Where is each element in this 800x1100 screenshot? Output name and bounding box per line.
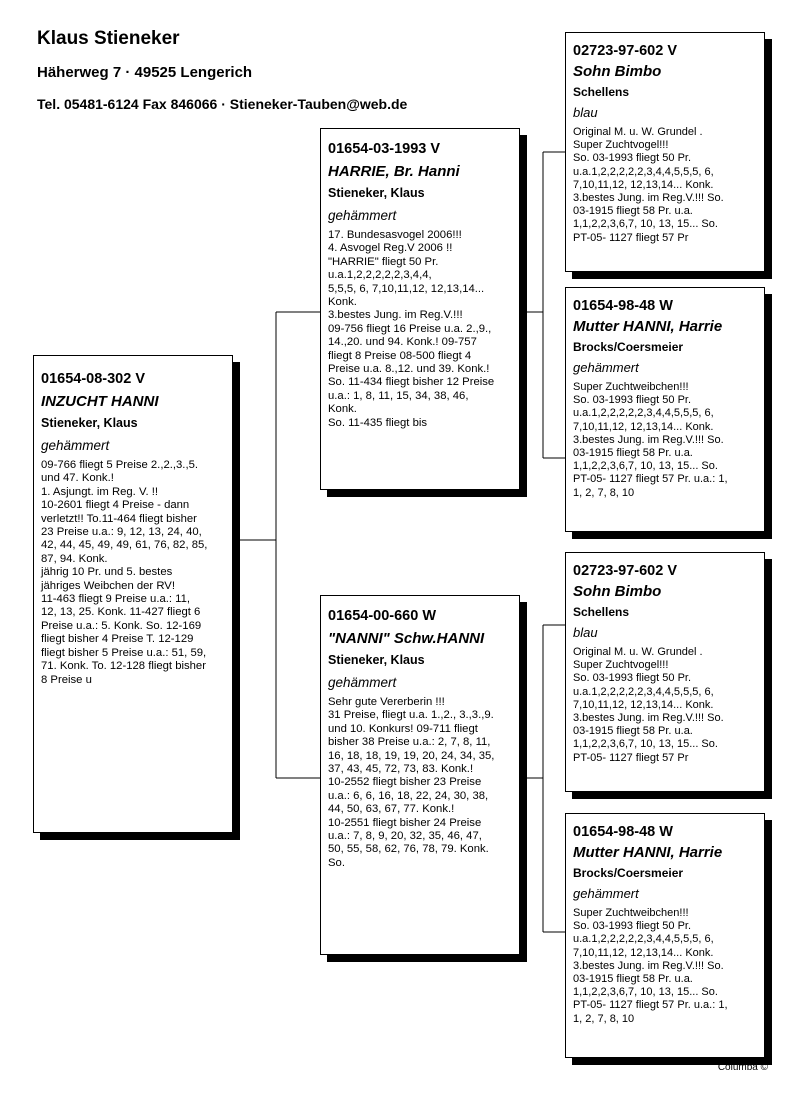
colour-label: blau <box>573 105 598 120</box>
breeder-label: Stieneker, Klaus <box>328 653 425 667</box>
footer-credit: Columba © <box>717 1062 768 1073</box>
colour-label: gehämmert <box>573 886 639 901</box>
maternal-grandmother-card <box>565 813 765 1058</box>
performance-notes: Super Zuchtweibchen!!! So. 03-1993 fliegt 50 Pr. u.a.1,2,2,2,2,2,3,4,4,5,5,5, 6, 7,10,11,12, 12,13,14... Konk. 3.bestes Jung. im Reg.V.!!! So. 03-1915 fliegt 58 Pr. u.a. 1,1,2,2,3,6,7, 10, 13, 15... So. PT-05- 1127 fliegt 57 Pr. u.a.: 1, 1, 2, 7, 8, 10 <box>573 907 728 1025</box>
pigeon-name: Sohn Bimbo <box>573 583 662 600</box>
ring-number: 01654-08-302 V <box>41 371 145 387</box>
mother-card <box>320 595 520 955</box>
colour-label: gehämmert <box>41 438 110 453</box>
pigeon-name: HARRIE, Br. Hanni <box>328 163 460 180</box>
pigeon-name: "NANNI" Schw.HANNI <box>328 630 485 647</box>
breeder-address: Häherweg 7 · 49525 Lengerich <box>37 64 253 81</box>
colour-label: blau <box>573 625 598 640</box>
breeder-label: Stieneker, Klaus <box>328 186 425 200</box>
pigeon-name: INZUCHT HANNI <box>41 393 159 410</box>
ring-number: 02723-97-602 V <box>573 563 677 579</box>
maternal-grandfather-card <box>565 552 765 792</box>
colour-label: gehämmert <box>328 675 397 690</box>
pigeon-card <box>33 355 233 833</box>
breeder-label: Brocks/Coersmeier <box>573 866 684 880</box>
colour-label: gehämmert <box>573 360 639 375</box>
performance-notes: Sehr gute Vererberin !!! 31 Preise, fliegt u.a. 1.,2., 3.,3.,9. und 10. Konkurs! 09-711 fliegt bisher 38 Preise u.a.: 2, 7, 8, 11, 16, 18, 18, 19, 19, 20, 24, 34, 35, 37, 43, 45, 72, 73, 83. Konk.! 10-2552 fliegt bisher 23 Preise u.a.: 6, 6, 16, 18, 22, 24, 30, 38, 44, 50, 63, 67, 77. Konk.! 10-2551 fliegt bisher 24 Preise u.a.: 7, 8, 9, 20, 32, 35, 46, 47, 50, 55, 58, 62, 76, 78, 79. Konk. So. <box>328 696 495 869</box>
connector-father-grandparents <box>520 152 565 458</box>
breeder-label: Schellens <box>573 85 630 99</box>
performance-notes: Super Zuchtweibchen!!! So. 03-1993 fliegt 50 Pr. u.a.1,2,2,2,2,2,3,4,4,5,5,5, 6, 7,10,11,12, 12,13,14... Konk. 3.bestes Jung. im Reg.V.!!! So. 03-1915 fliegt 58 Pr. u.a. 1,1,2,2,3,6,7, 10, 13, 15... So. PT-05- 1127 fliegt 57 Pr. u.a.: 1, 1, 2, 7, 8, 10 <box>573 381 728 499</box>
breeder-contact: Tel. 05481-6124 Fax 846066 · Stieneker-Tauben@web.de <box>37 96 408 112</box>
pigeon-name: Mutter HANNI, Harrie <box>573 844 723 861</box>
performance-notes: 17. Bundesasvogel 2006!!! 4. Asvogel Reg.V 2006 !! "HARRIE" fliegt 50 Pr. u.a.1,2,2,2,2,2,3,4,4, 5,5,5, 6, 7,10,11,12, 12,13,14... Konk. 3.bestes Jung. im Reg.V.!!! 09-756 fliegt 16 Preise u.a. 2.,9., 14.,20. und 94. Konk.! 09-757 fliegt 8 Preise 08-500 fliegt 4 Preise u.a. 8.,12. und 39. Konk.! So. 11-434 fliegt bisher 12 Preise u.a.: 1, 8, 11, 15, 34, 38, 46, Konk. So. 11-435 fliegt bis <box>328 229 495 429</box>
ring-number: 02723-97-602 V <box>573 43 677 59</box>
paternal-grandmother-card <box>565 287 765 532</box>
performance-notes: 09-766 fliegt 5 Preise 2.,2.,3.,5. und 47. Konk.! 1. Asjungt. im Reg. V. !! 10-2601 fliegt 4 Preise - dann verletzt!! To.11-464 fliegt bisher 23 Preise u.a.: 9, 12, 13, 24, 40, 42, 44, 45, 49, 49, 61, 76, 82, 85, 87, 94. Konk. jährig 10 Pr. und 5. bestes jähriges Weibchen der RV! 11-463 fliegt 9 Preise u.a.: 11, 12, 13, 25. Konk. 11-427 fliegt 6 Preise u.a.: 5. Konk. So. 12-169 fliegt bisher 4 Preise T. 12-129 fliegt bisher 5 Preise u.a.: 51, 59, 71. Konk. To. 12-128 fliegt bisher 8 Preise u <box>41 459 208 686</box>
connector-pigeon-parents <box>233 312 320 778</box>
breeder-name: Klaus Stieneker <box>37 28 180 49</box>
ring-number: 01654-03-1993 V <box>328 141 441 157</box>
breeder-label: Schellens <box>573 605 630 619</box>
father-card <box>320 128 520 490</box>
pigeon-name: Sohn Bimbo <box>573 63 662 80</box>
ring-number: 01654-00-660 W <box>328 608 437 624</box>
breeder-label: Brocks/Coersmeier <box>573 340 684 354</box>
ring-number: 01654-98-48 W <box>573 824 673 840</box>
connector-mother-grandparents <box>520 625 565 932</box>
performance-notes: Original M. u. W. Grundel . Super Zuchtvogel!!! So. 03-1993 fliegt 50 Pr. u.a.1,2,2,2,2,2,3,4,4,5,5,5, 6, 7,10,11,12, 12,13,14... Konk. 3.bestes Jung. im Reg.V.!!! So. 03-1915 fliegt 58 Pr. u.a. 1,1,2,2,3,6,7, 10, 13, 15... So. PT-05- 1127 fliegt 57 Pr <box>573 646 724 764</box>
performance-notes: Original M. u. W. Grundel . Super Zuchtvogel!!! So. 03-1993 fliegt 50 Pr. u.a.1,2,2,2,2,2,3,4,4,5,5,5, 6, 7,10,11,12, 12,13,14... Konk. 3.bestes Jung. im Reg.V.!!! So. 03-1915 fliegt 58 Pr. u.a. 1,1,2,2,3,6,7, 10, 13, 15... So. PT-05- 1127 fliegt 57 Pr <box>573 126 724 244</box>
paternal-grandfather-card <box>565 32 765 272</box>
pigeon-name: Mutter HANNI, Harrie <box>573 318 723 335</box>
colour-label: gehämmert <box>328 208 397 223</box>
ring-number: 01654-98-48 W <box>573 298 673 314</box>
breeder-label: Stieneker, Klaus <box>41 416 138 430</box>
